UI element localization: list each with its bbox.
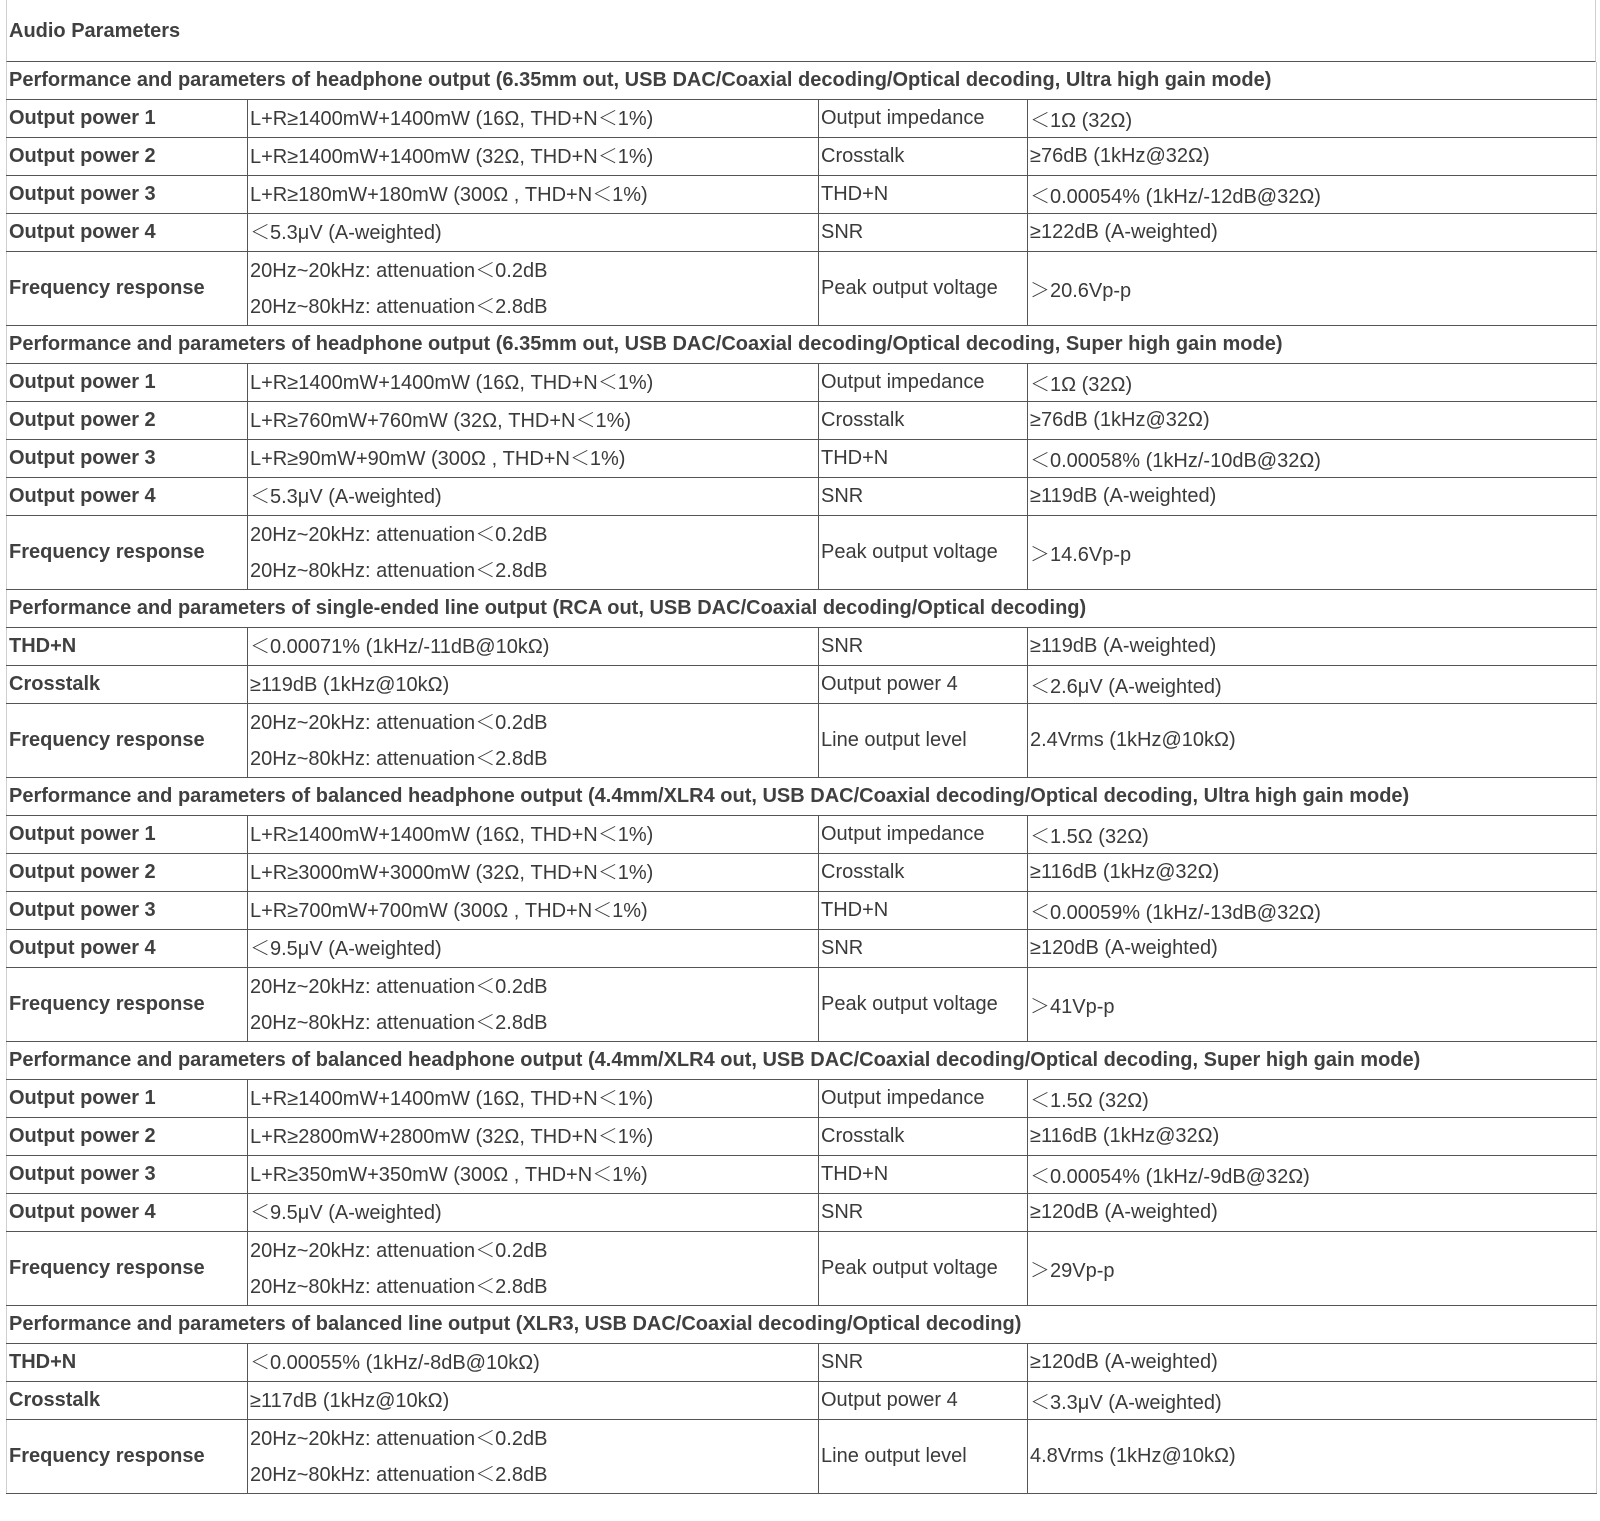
param-value-2: ≥120dB (A-weighted) — [1028, 1194, 1597, 1232]
param-label: Output power 4 — [7, 214, 248, 252]
param-label-2: Output impedance — [819, 1080, 1028, 1118]
param-label-2: Peak output voltage — [819, 968, 1028, 1042]
param-value — [248, 892, 819, 930]
param-value-2: ≥120dB (A-weighted) — [1028, 930, 1597, 968]
param-value-2: ≥76dB (1kHz@32Ω) — [1028, 402, 1597, 440]
param-value-line: ＜5.3μV (A-weighted) — [250, 221, 442, 244]
param-label: Output power 1 — [7, 364, 248, 402]
param-label: Output power 4 — [7, 1194, 248, 1232]
section-header-row — [7, 62, 1597, 100]
param-value-line: 20Hz~20kHz: attenuation＜0.2dB — [250, 523, 548, 546]
param-value — [248, 1194, 819, 1232]
table-row — [7, 252, 1597, 326]
param-value-line: L+R≥1400mW+1400mW (32Ω, THD+N＜1%) — [250, 145, 654, 168]
param-value-2: ≥76dB (1kHz@32Ω) — [1028, 138, 1597, 176]
param-label-2: SNR — [819, 930, 1028, 968]
param-value-2: 4.8Vrms (1kHz@10kΩ) — [1028, 1420, 1597, 1494]
param-value — [248, 478, 819, 516]
param-label-2: Output power 4 — [819, 1382, 1028, 1420]
section-header: Performance and parameters of balanced headphone output (4.4mm/XLR4 out, USB DAC/Coaxial decoding/Optical decoding, Super high gain mode) — [7, 1042, 1597, 1080]
table-row — [7, 628, 1597, 666]
section-header-row — [7, 326, 1597, 364]
table-row — [7, 816, 1597, 854]
param-value-line: ＜0.00071% (1kHz/-11dB@10kΩ) — [250, 635, 550, 658]
param-value — [248, 138, 819, 176]
table-row — [7, 516, 1597, 590]
table-row — [7, 1344, 1597, 1382]
param-label-2: THD+N — [819, 892, 1028, 930]
param-value-2: ＞29Vp-p — [1028, 1232, 1597, 1306]
param-value — [248, 816, 819, 854]
param-value-line: L+R≥180mW+180mW (300Ω , THD+N＜1%) — [250, 183, 648, 206]
table-row — [7, 1156, 1597, 1194]
param-label-2: SNR — [819, 1344, 1028, 1382]
table-row — [7, 892, 1597, 930]
param-value-line: 20Hz~80kHz: attenuation＜2.8dB — [250, 295, 548, 318]
param-value-line: L+R≥760mW+760mW (32Ω, THD+N＜1%) — [250, 409, 632, 432]
section-header: Performance and parameters of headphone output (6.35mm out, USB DAC/Coaxial decoding/Optical decoding, Ultra high gain mode) — [7, 62, 1597, 100]
param-value-line: 20Hz~80kHz: attenuation＜2.8dB — [250, 747, 548, 770]
param-value-line: ＜9.5μV (A-weighted) — [250, 937, 442, 960]
param-value-2: ＜1.5Ω (32Ω) — [1028, 1080, 1597, 1118]
table-row — [7, 704, 1597, 778]
param-value — [248, 402, 819, 440]
table-row — [7, 968, 1597, 1042]
param-label: Output power 3 — [7, 1156, 248, 1194]
param-value-2: ＜1.5Ω (32Ω) — [1028, 816, 1597, 854]
section-header: Performance and parameters of balanced headphone output (4.4mm/XLR4 out, USB DAC/Coaxial decoding/Optical decoding, Ultra high gain mode) — [7, 778, 1597, 816]
table-row — [7, 1080, 1597, 1118]
param-value-2: ≥120dB (A-weighted) — [1028, 1344, 1597, 1382]
param-value-2: ≥119dB (A-weighted) — [1028, 478, 1597, 516]
param-value-line: L+R≥90mW+90mW (300Ω , THD+N＜1%) — [250, 447, 626, 470]
param-label-2: Output power 4 — [819, 666, 1028, 704]
param-label: Frequency response — [7, 1232, 248, 1306]
table-row — [7, 854, 1597, 892]
param-value-2: ＞20.6Vp-p — [1028, 252, 1597, 326]
param-label-2: THD+N — [819, 1156, 1028, 1194]
param-label-2: SNR — [819, 478, 1028, 516]
param-value-2: ≥119dB (A-weighted) — [1028, 628, 1597, 666]
table-row — [7, 402, 1597, 440]
param-label-2: SNR — [819, 628, 1028, 666]
section-header: Performance and parameters of headphone output (6.35mm out, USB DAC/Coaxial decoding/Optical decoding, Super high gain mode) — [7, 326, 1597, 364]
param-value-line: L+R≥2800mW+2800mW (32Ω, THD+N＜1%) — [250, 1125, 654, 1148]
param-value-2: 2.4Vrms (1kHz@10kΩ) — [1028, 704, 1597, 778]
param-label: Output power 2 — [7, 1118, 248, 1156]
param-value-line: ≥119dB (1kHz@10kΩ) — [250, 673, 450, 696]
param-label-2: Crosstalk — [819, 138, 1028, 176]
table-row — [7, 440, 1597, 478]
param-label: Frequency response — [7, 1420, 248, 1494]
param-value — [248, 516, 819, 590]
param-label: Output power 1 — [7, 1080, 248, 1118]
param-label: THD+N — [7, 628, 248, 666]
param-value-line: L+R≥1400mW+1400mW (16Ω, THD+N＜1%) — [250, 107, 654, 130]
param-label-2: Line output level — [819, 704, 1028, 778]
param-value — [248, 176, 819, 214]
param-value-2: ≥116dB (1kHz@32Ω) — [1028, 1118, 1597, 1156]
param-value — [248, 440, 819, 478]
param-label: Output power 3 — [7, 440, 248, 478]
param-value-line: L+R≥700mW+700mW (300Ω , THD+N＜1%) — [250, 899, 648, 922]
param-label-2: THD+N — [819, 176, 1028, 214]
param-label: Frequency response — [7, 252, 248, 326]
param-value — [248, 666, 819, 704]
param-value-line: 20Hz~80kHz: attenuation＜2.8dB — [250, 1275, 548, 1298]
param-value — [248, 704, 819, 778]
param-value — [248, 854, 819, 892]
param-value-line: 20Hz~20kHz: attenuation＜0.2dB — [250, 259, 548, 282]
param-label: Crosstalk — [7, 1382, 248, 1420]
spec-sheet — [6, 0, 1596, 1494]
table-row — [7, 364, 1597, 402]
param-value — [248, 628, 819, 666]
table-row — [7, 214, 1597, 252]
table-row — [7, 1194, 1597, 1232]
table-row — [7, 478, 1597, 516]
param-label: Output power 1 — [7, 100, 248, 138]
param-label-2: Peak output voltage — [819, 516, 1028, 590]
param-label: Frequency response — [7, 704, 248, 778]
param-value — [248, 364, 819, 402]
param-label-2: Crosstalk — [819, 402, 1028, 440]
param-value-2: ＜2.6μV (A-weighted) — [1028, 666, 1597, 704]
param-value-line: 20Hz~80kHz: attenuation＜2.8dB — [250, 1463, 548, 1486]
param-value — [248, 1156, 819, 1194]
param-value-line: 20Hz~20kHz: attenuation＜0.2dB — [250, 1239, 548, 1262]
section-header-row — [7, 590, 1597, 628]
section-header: Performance and parameters of single-ended line output (RCA out, USB DAC/Coaxial decoding/Optical decoding) — [7, 590, 1597, 628]
param-value-line: L+R≥3000mW+3000mW (32Ω, THD+N＜1%) — [250, 861, 654, 884]
param-value — [248, 252, 819, 326]
section-header: Performance and parameters of balanced line output (XLR3, USB DAC/Coaxial decoding/Optical decoding) — [7, 1306, 1597, 1344]
table-row — [7, 1118, 1597, 1156]
section-header-row — [7, 778, 1597, 816]
param-value-line: ＜9.5μV (A-weighted) — [250, 1201, 442, 1224]
param-label-2: Output impedance — [819, 100, 1028, 138]
param-label-2: SNR — [819, 1194, 1028, 1232]
param-value-line: 20Hz~20kHz: attenuation＜0.2dB — [250, 1427, 548, 1450]
param-value-line: ＜5.3μV (A-weighted) — [250, 485, 442, 508]
param-value-2: ＜0.00054% (1kHz/-9dB@32Ω) — [1028, 1156, 1597, 1194]
param-label: Output power 4 — [7, 930, 248, 968]
param-label-2: Peak output voltage — [819, 252, 1028, 326]
param-label: Output power 2 — [7, 138, 248, 176]
param-label: Frequency response — [7, 968, 248, 1042]
param-value-line: 20Hz~20kHz: attenuation＜0.2dB — [250, 711, 548, 734]
section-header-row — [7, 1042, 1597, 1080]
param-value-2: ＜0.00059% (1kHz/-13dB@32Ω) — [1028, 892, 1597, 930]
param-label: Crosstalk — [7, 666, 248, 704]
param-value — [248, 1420, 819, 1494]
param-value — [248, 214, 819, 252]
param-label-2: THD+N — [819, 440, 1028, 478]
param-value-line: 20Hz~20kHz: attenuation＜0.2dB — [250, 975, 548, 998]
param-label-2: Crosstalk — [819, 1118, 1028, 1156]
param-value-line: 20Hz~80kHz: attenuation＜2.8dB — [250, 559, 548, 582]
param-value — [248, 100, 819, 138]
param-label-2: SNR — [819, 214, 1028, 252]
param-label: Output power 2 — [7, 854, 248, 892]
param-value — [248, 930, 819, 968]
param-label: Output power 4 — [7, 478, 248, 516]
param-value-line: L+R≥1400mW+1400mW (16Ω, THD+N＜1%) — [250, 371, 654, 394]
param-value-line: L+R≥1400mW+1400mW (16Ω, THD+N＜1%) — [250, 823, 654, 846]
table-row — [7, 1232, 1597, 1306]
param-value-2: ＜0.00054% (1kHz/-12dB@32Ω) — [1028, 176, 1597, 214]
param-value-2: ＞14.6Vp-p — [1028, 516, 1597, 590]
table-row — [7, 100, 1597, 138]
param-value-2: ≥122dB (A-weighted) — [1028, 214, 1597, 252]
param-value-line: ≥117dB (1kHz@10kΩ) — [250, 1389, 450, 1412]
param-value — [248, 968, 819, 1042]
param-value-2: ＜0.00058% (1kHz/-10dB@32Ω) — [1028, 440, 1597, 478]
table-row — [7, 930, 1597, 968]
param-label: Output power 1 — [7, 816, 248, 854]
param-value-2: ＜3.3μV (A-weighted) — [1028, 1382, 1597, 1420]
param-label-2: Crosstalk — [819, 854, 1028, 892]
spec-table — [6, 62, 1597, 1494]
param-value — [248, 1232, 819, 1306]
param-value-line: L+R≥1400mW+1400mW (16Ω, THD+N＜1%) — [250, 1087, 654, 1110]
param-value — [248, 1382, 819, 1420]
param-label-2: Peak output voltage — [819, 1232, 1028, 1306]
table-row — [7, 176, 1597, 214]
param-value — [248, 1118, 819, 1156]
param-value-2: ＞41Vp-p — [1028, 968, 1597, 1042]
table-row — [7, 138, 1597, 176]
table-row — [7, 666, 1597, 704]
param-label: THD+N — [7, 1344, 248, 1382]
param-label: Output power 3 — [7, 176, 248, 214]
section-header-row — [7, 1306, 1597, 1344]
param-label: Output power 3 — [7, 892, 248, 930]
table-row — [7, 1382, 1597, 1420]
param-label: Frequency response — [7, 516, 248, 590]
param-value-line: ＜0.00055% (1kHz/-8dB@10kΩ) — [250, 1351, 540, 1374]
table-row — [7, 1420, 1597, 1494]
param-value — [248, 1344, 819, 1382]
param-value-line: L+R≥350mW+350mW (300Ω , THD+N＜1%) — [250, 1163, 648, 1186]
param-value — [248, 1080, 819, 1118]
param-label-2: Output impedance — [819, 816, 1028, 854]
param-label-2: Output impedance — [819, 364, 1028, 402]
param-value-2: ＜1Ω (32Ω) — [1028, 364, 1597, 402]
param-value-2: ≥116dB (1kHz@32Ω) — [1028, 854, 1597, 892]
param-value-2: ＜1Ω (32Ω) — [1028, 100, 1597, 138]
param-value-line: 20Hz~80kHz: attenuation＜2.8dB — [250, 1011, 548, 1034]
page-title: Audio Parameters — [6, 0, 1596, 62]
param-label-2: Line output level — [819, 1420, 1028, 1494]
param-label: Output power 2 — [7, 402, 248, 440]
